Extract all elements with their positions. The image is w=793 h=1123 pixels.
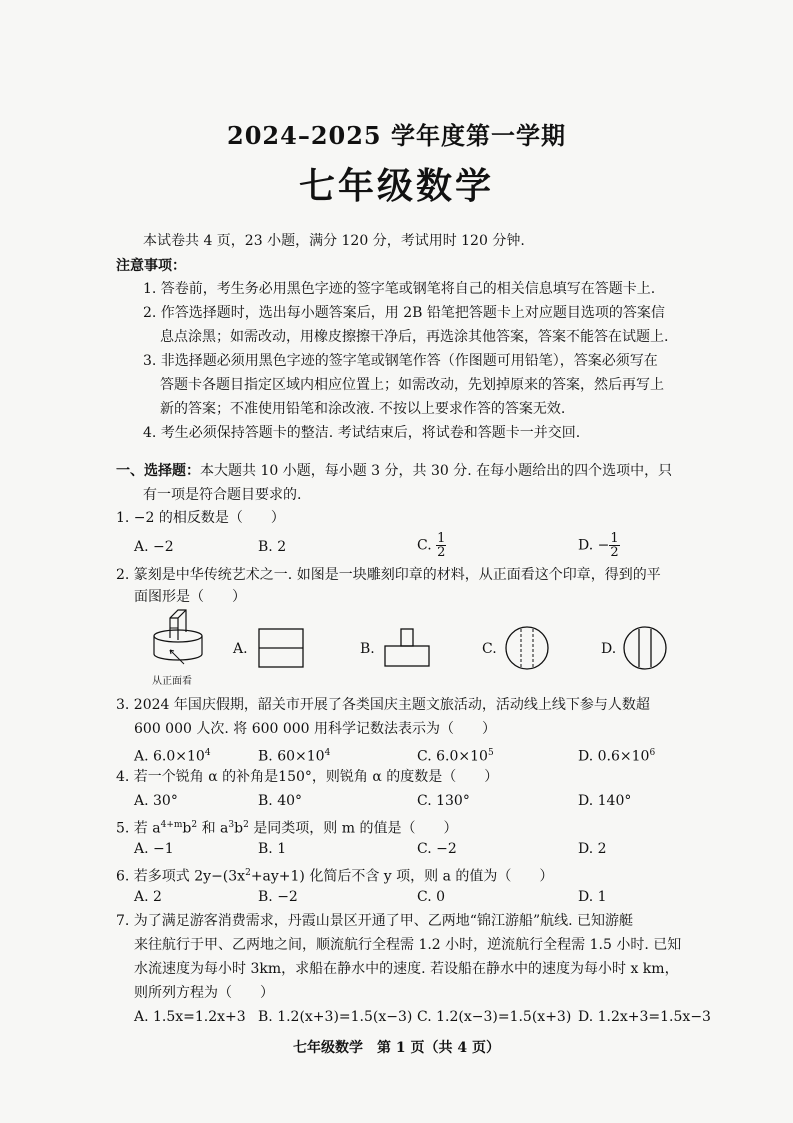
q6-stem-part: +ay+1) 化简后不含 y 项，则 a 的值为（ ）: [250, 868, 554, 885]
question-2-stem: 2. 篆刻是中华传统艺术之一. 如图是一块雕刻印章的材料，从正面看这个印章，得到的平: [116, 567, 661, 583]
q5-exponent: 3: [228, 820, 235, 830]
q1-option-d-fraction: [609, 532, 619, 559]
q1-option-d: [578, 532, 620, 559]
note-line: 息点涂黑；如需改动，用橡皮擦擦干净后，再选涂其他答案，答案不能答在试题上.: [160, 329, 669, 345]
q1-option-d-label: D. −: [578, 537, 610, 554]
section-heading: [116, 462, 672, 480]
q5-stem-part: b: [234, 820, 244, 837]
q5-stem-part: b: [182, 820, 192, 837]
denominator: 2: [610, 545, 619, 560]
q5-stem-part: 是同类项，则 m 的值是（ ）: [248, 820, 458, 837]
q6-exponent: 2: [245, 868, 251, 878]
q3-option-b-exponent: 4: [324, 748, 331, 758]
seal-figure-icon: [150, 606, 212, 668]
q2-option-d-shape-icon: [622, 625, 668, 671]
question-7-stem: 7. 为了满足游客消费需求，丹霞山景区开通了甲、乙两地“锦江游船”航线. 已知游艇: [116, 913, 634, 929]
q4-option-c: C. 130°: [417, 793, 470, 809]
q2-option-d: D.: [601, 641, 617, 657]
q2-option-c: C.: [482, 641, 497, 657]
question-2-stem-line2: 面图形是（ ）: [134, 589, 246, 605]
question-5-stem: [116, 816, 457, 838]
q5-stem-part: 和 a: [197, 820, 229, 837]
numerator: 1: [437, 531, 446, 546]
q2-option-b: B.: [360, 641, 375, 657]
q5-option-d: D. 2: [578, 841, 607, 857]
note-line: 4. 考生必须保持答题卡的整洁. 考试结束后，将试卷和答题卡一并交回.: [143, 425, 581, 441]
q5-stem-part: 5. 若 a: [116, 820, 161, 837]
q2-option-b-shape-icon: [384, 628, 430, 668]
q1-option-c-label: C.: [417, 537, 432, 554]
note-line: 3. 非选择题必须用黑色字迹的签字笔或钢笔作答（作图题可用铅笔），答案必须写在: [143, 353, 658, 369]
section-heading-label: 一、选择题：: [116, 463, 200, 479]
q6-option-b: B. −2: [258, 889, 298, 905]
q6-option-d: D. 1: [578, 889, 607, 905]
q2-option-a-shape-icon: [258, 628, 304, 668]
numerator: 1: [610, 531, 619, 546]
q3-option-c-base: C. 6.0×10: [417, 748, 488, 765]
q3-option-a-exponent: 4: [204, 748, 211, 758]
question-7-stem-line4: 则所列方程为（ ）: [134, 985, 274, 1001]
q5-option-a: A. −1: [134, 841, 174, 857]
note-line: 新的答案；不准使用铅笔和涂改液. 不按以上要求作答的答案无效.: [160, 401, 566, 417]
question-7-stem-line2: 来往航行于甲、乙两地之间，顺流航行全程需 1.2 小时，逆流航行全程需 1.5 小时. 已知: [134, 937, 682, 953]
q6-option-a: A. 2: [134, 889, 162, 905]
denominator: 2: [437, 545, 446, 560]
note-line: 2. 作答选择题时，选出每小题答案后，用 2B 铅笔把答题卡上对应题目选项的答案信: [143, 305, 665, 321]
section-heading-line2: 有一项是符合题目要求的.: [143, 487, 302, 503]
figure-caption: 从正面看: [152, 676, 192, 687]
intro-text: 本试卷共 4 页，23 小题，满分 120 分，考试用时 120 分钟.: [143, 233, 525, 249]
q6-option-c: C. 0: [417, 889, 446, 905]
q2-option-a: A.: [233, 641, 248, 657]
question-4-stem: 4. 若一个锐角 α 的补角是150°，则锐角 α 的度数是（ ）: [116, 769, 499, 785]
question-3-stem-line2: 600 000 人次. 将 600 000 用科学记数法表示为（ ）: [134, 721, 497, 737]
q3-option-c: [417, 744, 494, 766]
note-line: 答题卡各题目指定区域内相应位置上；如需改动，先划掉原来的答案，然后再写上: [160, 377, 664, 393]
q2-option-c-shape-icon: [504, 625, 550, 671]
q7-option-c: C. 1.2(x−3)=1.5(x+3): [417, 1009, 572, 1025]
q1-option-c-fraction: [436, 532, 446, 559]
exam-title: 2024–2025 学年度第一学期: [227, 121, 566, 150]
q1-option-a: A. −2: [134, 539, 174, 555]
q5-exponent: 2: [191, 820, 198, 830]
section-heading-text: 本大题共 10 小题，每小题 3 分，共 30 分. 在每小题给出的四个选项中，只: [200, 463, 673, 479]
q3-option-d-base: D. 0.6×10: [578, 748, 650, 765]
q3-option-b-base: B. 60×10: [258, 748, 325, 765]
q3-option-b: [258, 744, 330, 766]
q4-option-a: A. 30°: [134, 793, 178, 809]
q7-option-b: B. 1.2(x+3)=1.5(x−3): [258, 1009, 413, 1025]
q1-option-c: [417, 532, 446, 559]
question-6-stem: [116, 864, 553, 886]
exam-subject: 七年级数学: [298, 165, 494, 207]
question-1-stem: 1. −2 的相反数是（ ）: [116, 510, 285, 526]
q3-option-c-exponent: 5: [487, 748, 494, 758]
question-3-stem: 3. 2024 年国庆假期，韶关市开展了各类国庆主题文旅活动，活动线上线下参与人数超: [116, 697, 650, 713]
note-line: 1. 答卷前，考生务必用黑色字迹的签字笔或钢笔将自己的相关信息填写在答题卡上.: [143, 281, 656, 297]
q3-option-d: [578, 744, 655, 766]
q3-option-a: [134, 744, 211, 766]
q4-option-d: D. 140°: [578, 793, 632, 809]
notes-heading: 注意事项：: [116, 258, 186, 274]
q6-stem-part: 6. 若多项式 2y−(3x: [116, 868, 246, 885]
q7-option-a: A. 1.5x=1.2x+3: [134, 1009, 246, 1025]
q5-exponent: 4+m: [160, 820, 183, 830]
q5-exponent: 2: [243, 820, 249, 830]
q3-option-d-exponent: 6: [649, 748, 656, 758]
q5-option-c: C. −2: [417, 841, 457, 857]
question-7-stem-line3: 水流速度为每小时 3km，求船在静水中的速度. 若设船在静水中的速度为每小时 x km，: [134, 961, 679, 977]
q7-option-d: D. 1.2x+3=1.5x−3: [578, 1009, 711, 1025]
q5-option-b: B. 1: [258, 841, 287, 857]
q4-option-b: B. 40°: [258, 793, 303, 809]
q3-option-a-base: A. 6.0×10: [134, 748, 205, 765]
page-footer: 七年级数学 第 1 页（共 4 页）: [293, 1040, 500, 1056]
q1-option-b: B. 2: [258, 539, 287, 555]
